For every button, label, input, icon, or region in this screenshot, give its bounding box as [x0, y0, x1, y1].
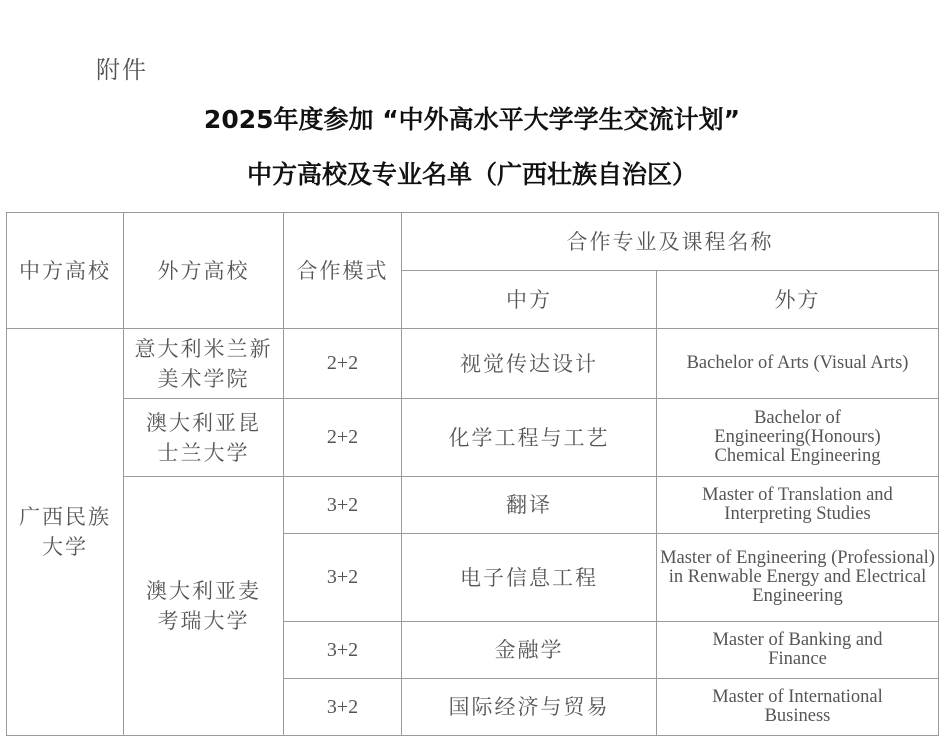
- cooperation-mode-cell: 3+2: [284, 477, 402, 534]
- table-row: [7, 477, 939, 534]
- foreign-program-cell: Bachelor of Engineering(Honours) Chemical Engineering: [657, 399, 939, 477]
- header-programs-group: 合作专业及课程名称: [402, 213, 939, 271]
- chinese-program-cell: 视觉传达设计: [402, 329, 657, 399]
- cooperation-mode-cell: 3+2: [284, 679, 402, 736]
- cooperation-mode-cell: 3+2: [284, 534, 402, 622]
- foreign-university-cell: 意大利米兰新美术学院: [124, 329, 284, 399]
- chinese-program-cell: 国际经济与贸易: [402, 679, 657, 736]
- header-chinese-university: 中方高校: [7, 213, 124, 329]
- document-subtitle: 中方高校及专业名单（广西壮族自治区）: [246, 160, 697, 189]
- foreign-program-cell: Master of Translation and Interpreting Studies: [657, 477, 939, 534]
- foreign-program-cell: Master of International Business: [657, 679, 939, 736]
- cooperation-mode-cell: 2+2: [284, 399, 402, 477]
- chinese-program-cell: 电子信息工程: [402, 534, 657, 622]
- chinese-program-cell: 化学工程与工艺: [402, 399, 657, 477]
- foreign-program-cell: Bachelor of Arts (Visual Arts): [657, 329, 939, 399]
- table-row: [7, 329, 939, 399]
- table-row: [7, 399, 939, 477]
- header-foreign-side: 外方: [657, 271, 939, 329]
- header-foreign-university: 外方高校: [124, 213, 284, 329]
- header-chinese-side: 中方: [402, 271, 657, 329]
- attachment-label: 附件: [96, 56, 148, 84]
- foreign-program-cell: Master of Banking and Finance: [657, 622, 939, 679]
- program-table: [6, 212, 939, 736]
- foreign-university-cell: 澳大利亚昆士兰大学: [124, 399, 284, 477]
- foreign-program-cell: Master of Engineering (Professional) in Renwable Energy and Electrical Engineering: [657, 534, 939, 622]
- chinese-program-cell: 翻译: [402, 477, 657, 534]
- foreign-university-cell: 澳大利亚麦考瑞大学: [124, 477, 284, 736]
- document-title: 2025年度参加 “中外高水平大学学生交流计划”: [203, 105, 741, 134]
- cooperation-mode-cell: 3+2: [284, 622, 402, 679]
- chinese-university-cell: 广西民族大学: [7, 329, 124, 736]
- chinese-program-cell: 金融学: [402, 622, 657, 679]
- cooperation-mode-cell: 2+2: [284, 329, 402, 399]
- table-header-row: [7, 213, 939, 271]
- header-cooperation-mode: 合作模式: [284, 213, 402, 329]
